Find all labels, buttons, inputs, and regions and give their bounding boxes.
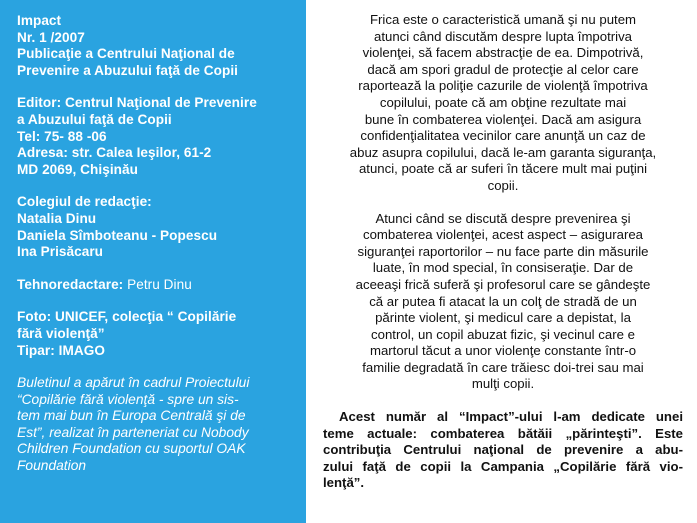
text-line: mulţi copii. bbox=[471, 376, 535, 392]
board-member: Ina Prisăcaru bbox=[17, 244, 104, 260]
board-label: Colegiul de redacţie: bbox=[17, 194, 152, 210]
text-line: zului faţă de copii la Campania „Copilărie fără vio- bbox=[323, 458, 683, 474]
board-member: Natalia Dinu bbox=[17, 210, 97, 226]
text-line: abuz asupra copilului, dacă le-am garanta siguranţa, bbox=[349, 144, 657, 160]
photo-credit-2: fără violenţă” bbox=[17, 325, 105, 341]
text-line: confidenţialitatea vecinilor care anunţă un caz de bbox=[360, 128, 646, 144]
text-line: violenţei, să facem abstracţie de ea. Dimpotrivă, bbox=[362, 45, 644, 61]
text-line: luate, în mod special, în consiseraţie. Dar de bbox=[372, 260, 634, 276]
dedication-paragraph bbox=[323, 409, 683, 492]
text-line: teme actuale: combaterea bătăii „părinteşti”. Este bbox=[323, 425, 683, 441]
layout-label: Tehnoredactare: bbox=[17, 276, 124, 292]
layout-credit bbox=[17, 277, 296, 294]
paragraph-2 bbox=[323, 211, 683, 394]
text-line: lenţă”. bbox=[323, 475, 365, 491]
text-line: control, un copil abuzat fizic, şi vecinul care e bbox=[371, 326, 635, 342]
project-note-line: Est”, realizat în parteneriat cu Nobody bbox=[17, 424, 249, 440]
paragraph-1 bbox=[323, 12, 683, 195]
project-note-line: Buletinul a apărut în cadrul Proiectului bbox=[17, 375, 250, 391]
text-line: copii. bbox=[487, 177, 519, 193]
text-line: bune în combaterea violenţei. Dacă am asigura bbox=[364, 111, 642, 127]
editor-phone: Tel: 75- 88 -06 bbox=[17, 128, 107, 144]
board-member: Daniela Sîmboteanu - Popescu bbox=[17, 227, 218, 243]
project-note-line: Children Foundation cu suportul OAK bbox=[17, 441, 246, 457]
editor-value-1: Centrul Naţional de Prevenire bbox=[64, 95, 257, 111]
photo-credit-1: Foto: UNICEF, colecţia “ Copilărie bbox=[17, 309, 237, 325]
layout-value: Petru Dinu bbox=[127, 276, 192, 292]
text-line: atunci când discutăm despre lupta împotriva bbox=[373, 28, 633, 44]
text-line: părinte violent, şi medicul care a depistat, la bbox=[375, 310, 631, 326]
text-line: dacă am spori gradul de protecţie al celor care bbox=[367, 61, 639, 77]
text-line: raportează la poliţie cazurile de violenţă împotriva bbox=[358, 78, 648, 94]
text-line: martorul tăcut a unor violenţe constante într-o bbox=[369, 343, 637, 359]
editor-value-2: a Abuzului faţă de Copii bbox=[17, 111, 172, 127]
editor-label: Editor: bbox=[17, 95, 62, 111]
text-line: siguranţei raportorilor – nu face parte din măsurile bbox=[357, 243, 649, 259]
text-line: copilului, poate că am obţine rezultate mai bbox=[379, 94, 627, 110]
text-line: combaterea violenţei, acest aspect – asigurarea bbox=[362, 227, 644, 243]
text-line: Acest număr al “Impact”-ului l-am dedicate unei bbox=[339, 409, 683, 425]
text-line: contribuţia Centrului naţional de prevenire a abu- bbox=[323, 442, 683, 458]
project-note-line: Foundation bbox=[17, 458, 87, 474]
issue-number: Nr. 1 /2007 bbox=[17, 29, 85, 45]
text-line: aceeaşi frică suferă şi profesorul care se gândeşte bbox=[355, 276, 651, 292]
project-note-line: “Copilărie fără violenţă - spre un sis- bbox=[17, 391, 239, 407]
text-line: Frica este o caracteristică umană şi nu putem bbox=[369, 12, 637, 27]
project-note-line: tem mai bun în Europa Centrală şi de bbox=[17, 408, 246, 424]
text-line: atunci, poate că ar suferi în tăcere mult mai puţini bbox=[358, 161, 648, 177]
publisher-line-2: Prevenire a Abuzului faţă de Copii bbox=[17, 62, 239, 78]
publisher-line-1: Publicaţie a Centrului Naţional de bbox=[17, 46, 235, 62]
editor-line-1 bbox=[17, 95, 296, 112]
article-body bbox=[323, 12, 683, 492]
text-line: familie degradată în care trăiesc doi-trei sau mai bbox=[362, 359, 644, 375]
text-line: că ar putea fi atacat la un colţ de stradă de un bbox=[369, 293, 637, 309]
credits-sidebar bbox=[0, 0, 306, 523]
text-line: Atunci când se discută despre prevenirea şi bbox=[375, 210, 631, 226]
editor-postal: MD 2069, Chişinău bbox=[17, 161, 138, 177]
bulletin-title: Impact bbox=[17, 13, 62, 28]
editor-address: Adresa: str. Calea Ieşilor, 61-2 bbox=[17, 145, 212, 161]
print-credit: Tipar: IMAGO bbox=[17, 342, 105, 358]
